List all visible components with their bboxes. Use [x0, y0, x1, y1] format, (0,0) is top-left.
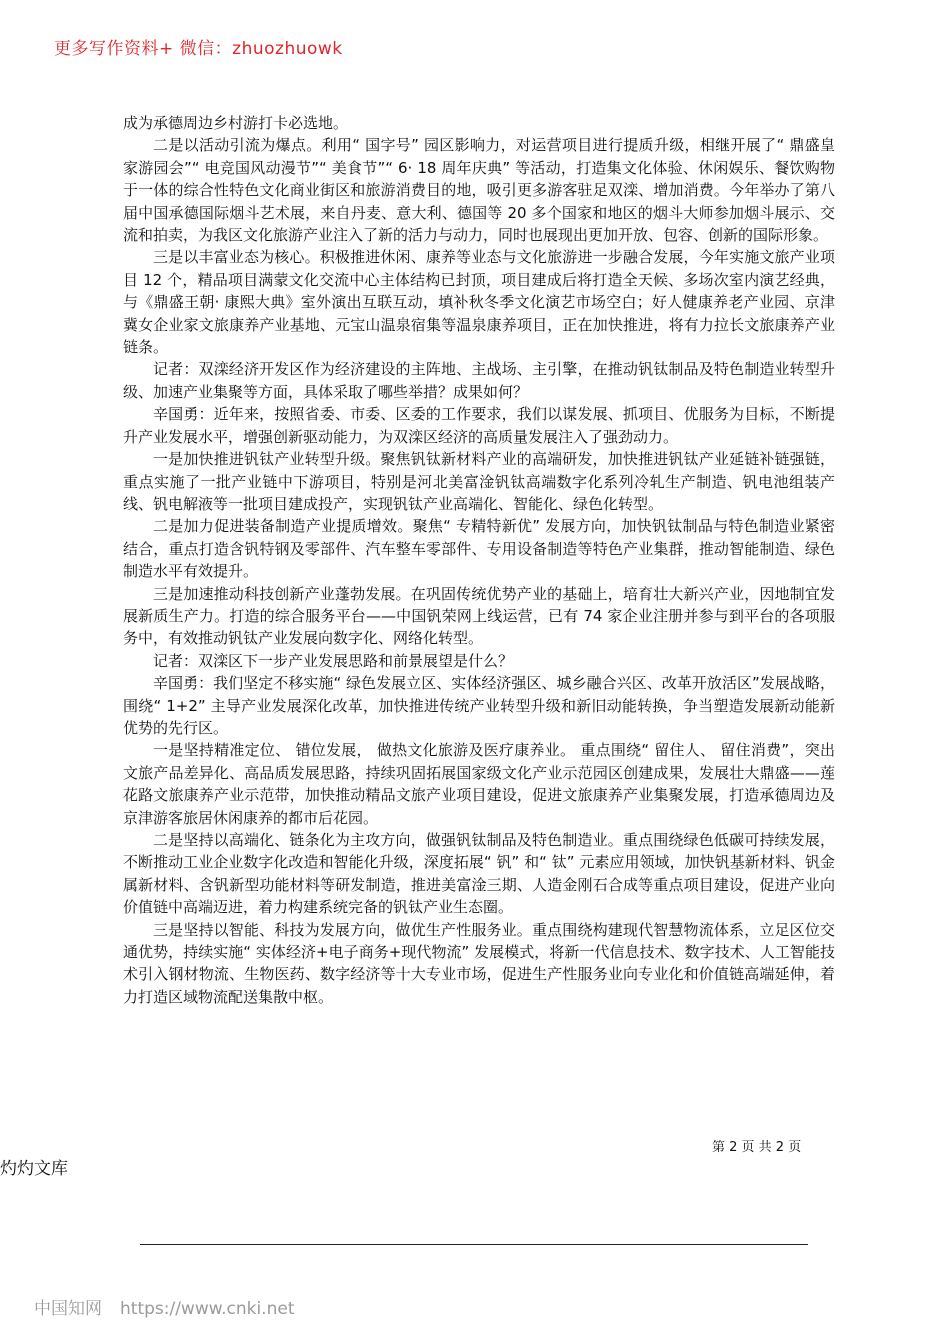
article-paragraph: 二是坚持以高端化、链条化为主攻方向，做强钒钛制品及特色制造业。重点围绕绿色低碳可持续发展，不断推动工业企业数字化改造和智能化升级，深度拓展“ 钒” 和“ 钛” 元素应用领域，加快钒基新材料、钒金属新材料、含钒新型功能材料等研发制造，推进美富淦三期、人造金刚石合成等重点项目建设，促进产业向价值链中高端迈进，着力构建系统完备的钒钛产业生态圈。 — [123, 831, 835, 917]
source-url[interactable]: https://www.cnki.net — [120, 1299, 295, 1319]
article-paragraph: 二是加力促进装备制造产业提质增效。聚焦“ 专精特新优” 发展方向，加快钒钛制品与特色制造业紧密结合，重点打造含钒特钢及零部件、汽车整车零部件、专用设备制造等特色产业集群，推动智能制造、绿色制造水平有效提升。 — [123, 517, 835, 581]
article-paragraph: 二是以活动引流为爆点。利用“ 国字号” 园区影响力，对运营项目进行提质升级，相继开展了“ 鼎盛皇家游园会”“ 电竞国风动漫节”“ 美食节”“ 6· 18 周年庆典” 等活动，打造集文化体验、休闲娱乐、餐饮购物于一体的综合性特色文化商业街区和旅游消费目的地，吸引更多游客驻足双滦、增加消费。今年举办了第八届中国承德国际烟斗艺术展，来自丹麦、意大利、德国等 20 多个国家和地区的烟斗大师参加烟斗展示、交流和拍卖，为我区文化旅游产业注入了新的活力与动力，同时也展现出更加开放、包容、创新的国际形象。 — [123, 136, 835, 245]
article-paragraph: 成为承德周边乡村游打卡必选地。 — [123, 114, 349, 132]
article-paragraph: 一是坚持精准定位、 错位发展， 做热文化旅游及医疗康养业。 重点围绕“ 留住人、 留住消费”，突出文旅产品差异化、高品质发展思路，持续巩固拓展国家级文化产业示范园区创建成果，发展壮大鼎盛——莲花路文旅康养产业示范带，加快推动精品文旅产业项目建设，促进文旅康养产业集聚发展，打造承德周边及京津游客旅居休闲康养的都市后花园。 — [123, 741, 835, 827]
page-number: 第 2 页 共 2 页 — [712, 1140, 802, 1155]
article-paragraph: 一是加快推进钒钛产业转型升级。聚焦钒钛新材料产业的高端研发，加快推进钒钛产业延链补链强链，重点实施了一批产业链中下游项目，特别是河北美富淦钒钛高端数字化系列冷轧生产制造、钒电池组装产线、钒电解液等一批项目建成投产，实现钒钛产业高端化、智能化、绿色化转型。 — [123, 450, 835, 513]
article-paragraph: 辛国勇：我们坚定不移实施“ 绿色发展立区、实体经济强区、城乡融合兴区、改革开放活区”发展战略，围绕“ 1+2” 主导产业发展深化改革，加快推进传统产业转型升级和新旧动能转换，争当塑造发展新动能新优势的先行区。 — [123, 674, 835, 737]
article-paragraph: 三是加速推动科技创新产业蓬勃发展。在巩固传统优势产业的基础上，培育壮大新兴产业，因地制宜发展新质生产力。打造的综合服务平台——中国钒荣网上线运营，已有 74 家企业注册并参与到平台的各项服务中，有效推动钒钛产业发展向数字化、网络化转型。 — [123, 584, 835, 648]
footer-divider — [140, 1244, 808, 1245]
article-paragraph: 记者：双滦区下一步产业发展思路和前景展望是什么？ — [153, 651, 514, 670]
article-paragraph: 三是坚持以智能、科技为发展方向，做优生产性服务业。重点围绕构建现代智慧物流体系，立足区位交通优势，持续实施“ 实体经济+电子商务+现代物流” 发展模式，将新一代信息技术、数字技术、人工智能技术引入钢材物流、生物医药、数字经济等十大专业市场，促进生产性服务业向专业化和价值链高端延伸，着力打造区域物流配送集散中枢。 — [123, 920, 835, 1006]
article-body — [123, 112, 835, 1008]
article-paragraph: 三是以丰富业态为核心。积极推进休闲、康养等业态与文化旅游进一步融合发展，今年实施文旅产业项目 12 个，精品项目满蒙文化交流中心主体结构已封顶，项目建成后将打造全天候、多场次室内演艺经典，与《鼎盛王朝· 康熙大典》室外演出互联互动，填补秋冬季文化演艺市场空白；好人健康养老产业园、京津冀女企业家文旅康养产业基地、元宝山温泉宿集等温泉康养项目，正在加快推进，将有力拉长文旅康养产业链条。 — [123, 248, 835, 357]
source-footer — [34, 1294, 294, 1319]
article-paragraph: 记者：双滦经济开发区作为经济建设的主阵地、主战场、主引擎，在推动钒钛制品及特色制造业转型升级、加速产业集聚等方面，具体采取了哪些举措？成果如何？ — [123, 360, 835, 401]
source-name: 中国知网 — [34, 1299, 102, 1319]
article-paragraph: 辛国勇：近年来，按照省委、市委、区委的工作要求，我们以谋发展、抓项目、优服务为目标，不断提升产业发展水平，增强创新驱动能力，为双滦区经济的高质量发展注入了强劲动力。 — [123, 405, 835, 446]
promo-banner: 更多写作资料+ 微信：zhuozhuowk — [54, 39, 343, 59]
site-brand: 灼灼文库 — [0, 1159, 68, 1179]
